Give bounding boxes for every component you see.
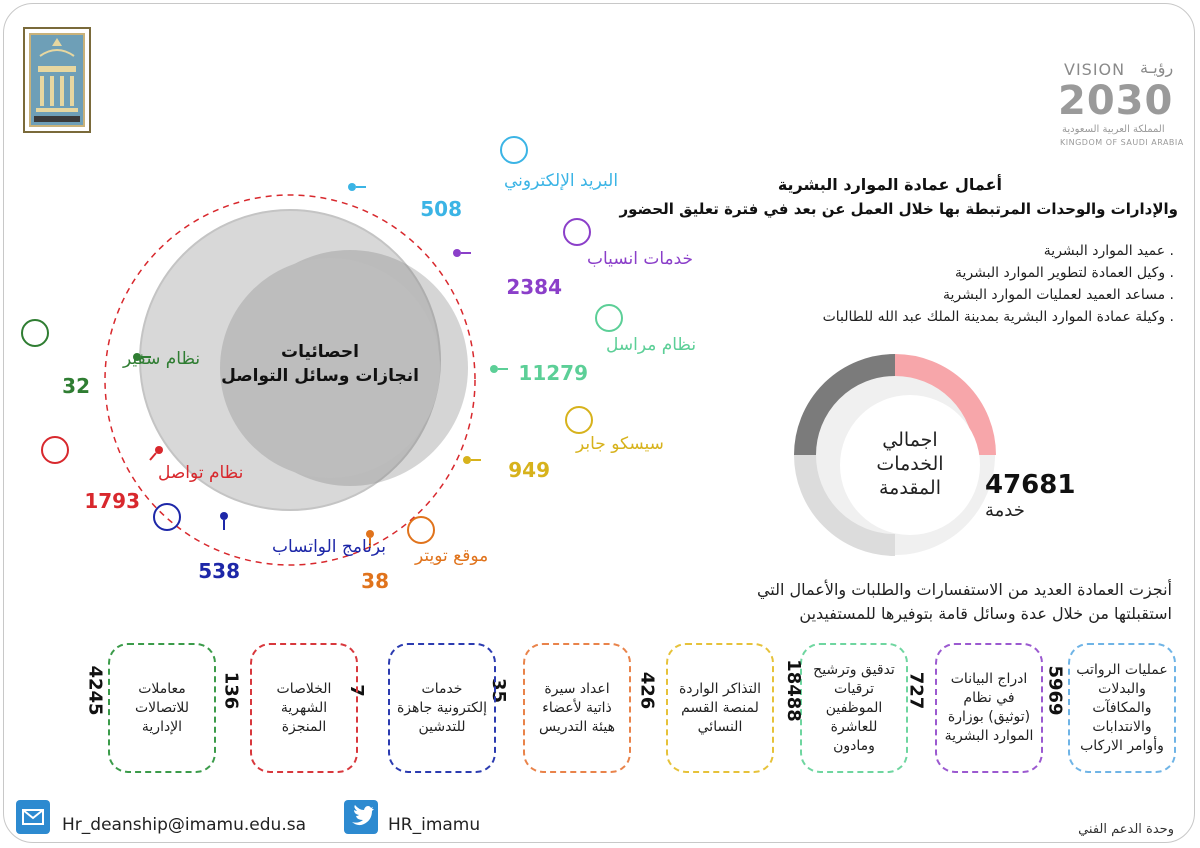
total-label-line3: المقدمة: [878, 477, 941, 499]
service-card: [523, 643, 631, 773]
vision-english-kingdom: KINGDOM OF SAUDI ARABIA: [1060, 138, 1184, 147]
service-card-text: عمليات الرواتب والبدلات والمكافآت والانتدابات وأوامر الاركاب: [1076, 661, 1168, 754]
bubble-insiyab: [564, 219, 590, 245]
connector-cisco: [463, 456, 481, 464]
service-card-text: اعداد سيرة ذاتية لأعضاء هيئة التدريس: [538, 680, 616, 735]
staff-item: . وكيلة عمادة الموارد البشرية بمدينة الملك عبد الله للطالبات: [823, 306, 1174, 328]
mail-icon[interactable]: [16, 800, 50, 834]
service-card: [800, 643, 908, 773]
service-card: [935, 643, 1043, 773]
label-murasel: نظام مراسل: [606, 335, 697, 355]
page-title: أعمال عمادة الموارد البشرية: [777, 175, 1002, 194]
vision-word: VISION: [1064, 60, 1126, 79]
bubble-murasel: [596, 305, 622, 331]
staff-item: . مساعد العميد لعمليات الموارد البشرية: [823, 284, 1174, 306]
email-address[interactable]: Hr_deanship@imamu.edu.sa: [62, 815, 307, 835]
connector-email: [348, 183, 366, 191]
label-email: البريد الإلكتروني: [504, 171, 619, 191]
connector-whatsapp: [220, 512, 228, 530]
staff-item: . عميد الموارد البشرية: [823, 240, 1174, 262]
service-card-value: 7: [345, 684, 367, 697]
twitter-handle[interactable]: HR_imamu: [388, 815, 481, 835]
twitter-icon[interactable]: [344, 800, 378, 834]
vision-number: 2030: [1058, 78, 1174, 124]
value-insiyab: 2384: [506, 275, 562, 299]
page-subtitle: والإدارات والوحدات المرتبطة بها خلال العمل عن بعد في فترة تعليق الحضور: [619, 200, 1178, 218]
service-card-text: خدمات إلكترونية جاهزة للتدشين: [396, 680, 488, 735]
value-murasel: 11279: [518, 361, 588, 385]
credit-text: وحدة الدعم الفني: [1078, 822, 1174, 837]
total-label: [860, 428, 960, 500]
connector-insiyab: [453, 249, 471, 257]
service-card: [1068, 643, 1176, 773]
hub-title-line2: انجازات وسائل التواصل: [221, 366, 419, 386]
service-card: [388, 643, 496, 773]
connector-tawasul: [150, 446, 163, 460]
intro-text: [757, 578, 1172, 626]
value-whatsapp: 538: [198, 559, 240, 583]
total-value: 47681: [985, 470, 1076, 500]
total-label-line1: اجمالي: [882, 429, 938, 451]
bubble-tawasul: [42, 437, 68, 463]
label-twitter: موقع تويتر: [415, 546, 489, 566]
service-card: [666, 643, 774, 773]
label-whatsapp: برنامج الواتساب: [272, 537, 386, 557]
service-card: [250, 643, 358, 773]
bubble-safeer: [22, 320, 48, 346]
label-safeer: نظام سفير: [123, 349, 201, 369]
connector-murasel: [490, 365, 508, 373]
vision-arabic: رؤيـة: [1140, 58, 1174, 77]
service-card-text: معاملات للاتصالات الإدارية: [134, 680, 190, 735]
service-card-value: 426: [636, 671, 658, 710]
bubble-whatsapp: [154, 504, 180, 530]
total-label-line2: الخدمات: [876, 453, 944, 475]
service-card: [108, 643, 216, 773]
value-safeer: 32: [62, 374, 90, 398]
service-card-value: 35: [488, 677, 510, 704]
label-cisco: سيسكو جابر: [576, 434, 664, 454]
service-card-value: 136: [220, 671, 242, 710]
intro-line1: أنجزت العمادة العديد من الاستفسارات والطلبات والأعمال التي: [756, 580, 1172, 599]
total-unit: خدمة: [985, 500, 1025, 521]
service-card-text: ادراج البيانات في نظام (توثيق) بوزارة الموارد البشرية: [944, 671, 1034, 744]
service-card-value: 4245: [84, 665, 106, 716]
hub-title-line1: احصائيات: [280, 342, 359, 362]
value-tawasul: 1793: [84, 489, 140, 513]
hub-title: [180, 340, 460, 388]
service-card-value: 18488: [782, 659, 804, 722]
service-card-text: الخلاصات الشهرية المنجزة: [276, 680, 332, 735]
service-card-text: التذاكر الواردة لمنصة القسم النسائي: [678, 680, 762, 735]
service-card-value: 727: [905, 671, 927, 710]
label-tawasul: نظام تواصل: [158, 463, 244, 483]
bubble-email: [501, 137, 527, 163]
vision-arabic-kingdom: المملكة العربية السعودية: [1062, 124, 1165, 135]
intro-line2: استقبلتها من خلال عدة وسائل قامة بتوفيرها للمستفيدين: [799, 604, 1172, 623]
value-cisco: 949: [508, 458, 550, 482]
service-card-text: تدقيق وترشيح ترقيات الموظفين للعاشرة ومادون: [813, 661, 895, 754]
bubble-cisco: [566, 407, 592, 433]
bubble-twitter: [408, 517, 434, 543]
value-email: 508: [420, 197, 462, 221]
label-insiyab: خدمات انسياب: [587, 249, 694, 269]
staff-item: . وكيل العمادة لتطوير الموارد البشرية: [823, 262, 1174, 284]
service-card-value: 5969: [1044, 665, 1066, 716]
value-twitter: 38: [361, 569, 389, 593]
